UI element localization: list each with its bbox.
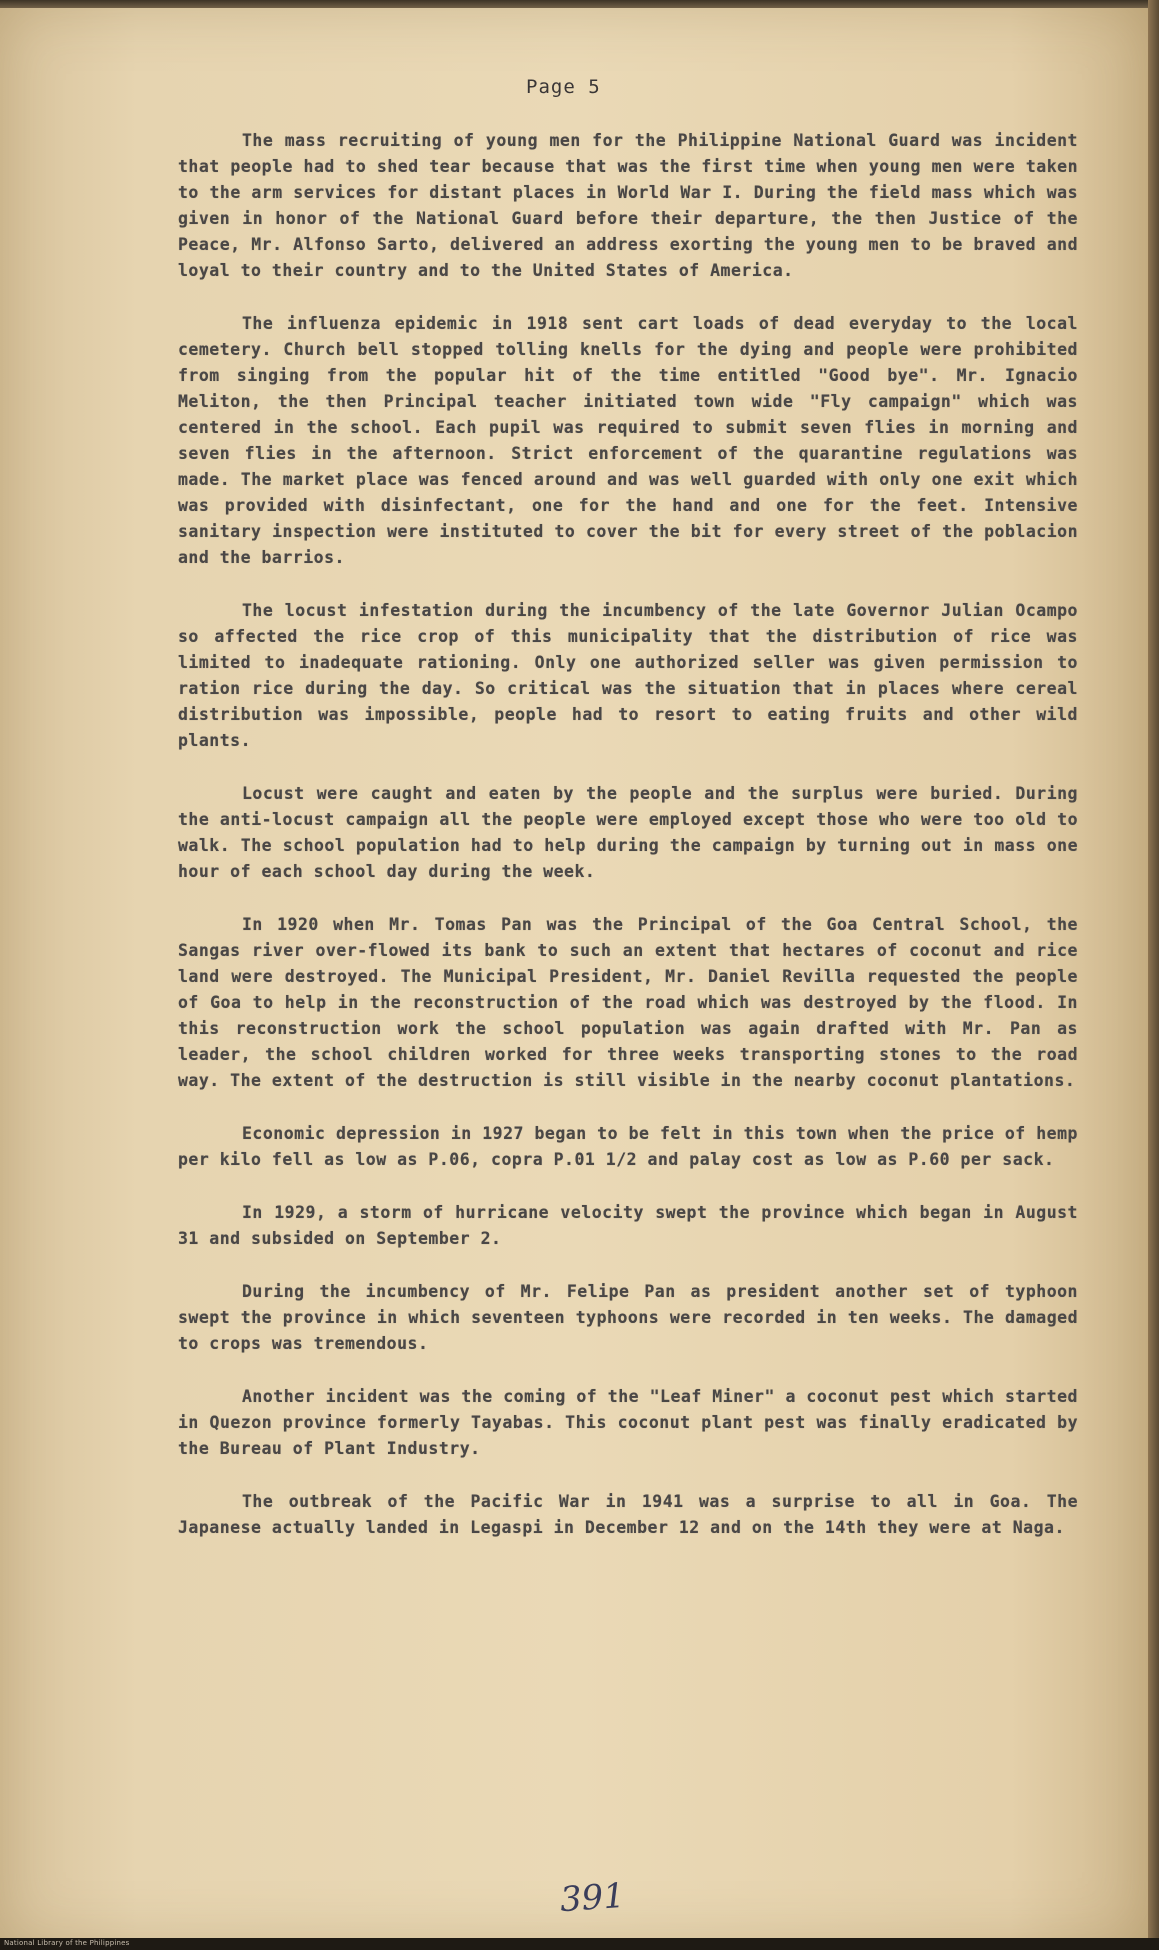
handwritten-folio-number: 391 (558, 1875, 627, 1921)
paragraph-1929-storm: In 1929, a storm of hurricane velocity swept the province which began in August 31 and subsided on September 2. (178, 1203, 1078, 1248)
paragraph-locust-infestation: The locust infestation during the incumbency of the late Governor Julian Ocampo so affected the rice crop of this municipality that the distribution of rice was limited to inadequate rationing. Only one authorized seller was given permission to ration rice during the day. So critical was the situation that in places where cereal distribution was impossible, people had to resort to eating fruits and other wild plants. (178, 601, 1078, 750)
scan-right-edge (1148, 0, 1159, 1950)
document-body (178, 128, 1078, 1568)
footer-credit: National Library of the Philippines (4, 1939, 130, 1947)
paragraph-national-guard: The mass recruiting of young men for the Philippine National Guard was incident that people had to shed tear because that was the first time when young men were taken to the arm services for distant places in World War I. During the field mass which was given in honor of the National Guard before their departure, the then Justice of the Peace, Mr. Alfonso Sarto, delivered an address exorting the young men to be braved and loyal to their country and to the United States of America. (178, 131, 1078, 280)
paragraph-anti-locust-campaign: Locust were caught and eaten by the people and the surplus were buried. During the anti-locust campaign all the people were employed except those who were too old to walk. The school population had to help during the campaign by turning out in mass one hour of each school day during the week. (178, 784, 1078, 881)
paragraph-influenza-epidemic: The influenza epidemic in 1918 sent cart loads of dead everyday to the local cemetery. Church bell stopped tolling knells for the dying and people were prohibited from singing from the popular hit of the time entitled "Good bye". Mr. Ignacio Meliton, the then Principal teacher initiated town wide "Fly campaign" which was centered in the school. Each pupil was required to submit seven flies in morning and seven flies in the afternoon. Strict enforcement of the quarantine regulations was made. The market place was fenced around and was well guarded with only one exit which was provided with disinfectant, one for the hand and one for the feet. Intensive sanitary inspection were instituted to cover the bit for every street of the poblacion and the barrios. (178, 314, 1078, 567)
paragraph-sangas-river-flood: In 1920 when Mr. Tomas Pan was the Principal of the Goa Central School, the Sangas river over-flowed its bank to such an extent that hectares of coconut and rice land were destroyed. The Municipal President, Mr. Daniel Revilla requested the people of Goa to help in the reconstruction of the road which was destroyed by the flood. In this reconstruction work the school population was again drafted with Mr. Pan as leader, the school children worked for three weeks transporting stones to the road way. The extent of the destruction is still visible in the nearby coconut plantations. (178, 915, 1078, 1090)
scan-bottom-strip (0, 1938, 1159, 1950)
paragraph-typhoons: During the incumbency of Mr. Felipe Pan as president another set of typhoon swept the province in which seventeen typhoons were recorded in ten weeks. The damaged to crops was tremendous. (178, 1282, 1078, 1353)
paragraph-leaf-miner: Another incident was the coming of the "Leaf Miner" a coconut pest which started in Quezon province formerly Tayabas. This coconut plant pest was finally eradicated by the Bureau of Plant Industry. (178, 1387, 1078, 1458)
paragraph-economic-depression: Economic depression in 1927 began to be felt in this town when the price of hemp per kilo fell as low as P.06, copra P.01 1/2 and palay cost as low as P.60 per sack. (178, 1124, 1078, 1169)
paragraph-pacific-war: The outbreak of the Pacific War in 1941 was a surprise to all in Goa. The Japanese actually landed in Legaspi in December 12 and on the 14th they were at Naga. (178, 1492, 1078, 1537)
page-number: Page 5 (526, 76, 601, 98)
